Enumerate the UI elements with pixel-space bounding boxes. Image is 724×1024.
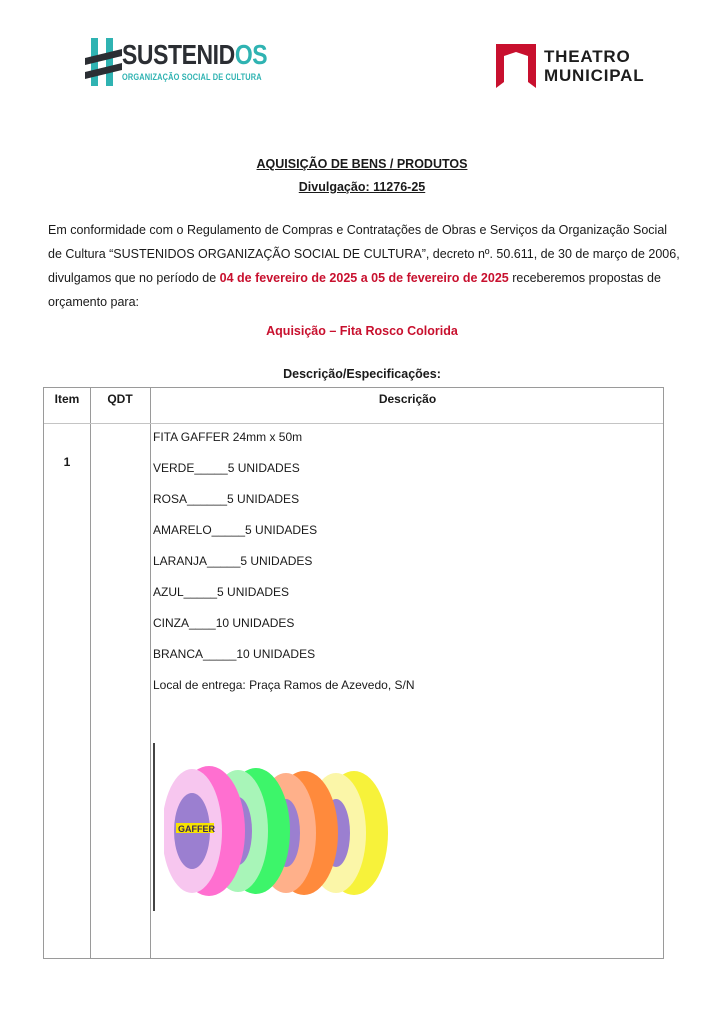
theatro-municipal-logo [496, 44, 666, 90]
delivery-location: Local de entrega: Praça Ramos de Azevedo, S/N [153, 678, 415, 692]
theatro-municipal-name: THEATRO MUNICIPAL [544, 47, 645, 85]
header-qdt: QDT [107, 392, 133, 406]
period-highlight: 04 de fevereiro de 2025 a 05 de fevereiro de 2025 [219, 271, 509, 285]
disclosure-number: Divulgação: 11276-25 [298, 180, 426, 194]
color-quantity: CINZA____10 UNIDADES [153, 616, 295, 630]
header-item: Item [54, 392, 80, 406]
hash-icon [84, 36, 124, 88]
sustenidos-logo [84, 36, 268, 90]
color-quantity: LARANJA_____5 UNIDADES [153, 554, 313, 568]
svg-text:GAFFER: GAFFER [178, 824, 215, 834]
spec-heading: Descrição/Especificações: [283, 367, 441, 381]
item-number: 1 [63, 455, 71, 469]
image-cursor-bar [153, 743, 155, 911]
acquisition-subject: Aquisição – Fita Rosco Colorida [266, 324, 458, 338]
color-quantity: ROSA______5 UNIDADES [153, 492, 300, 506]
color-quantity: AMARELO_____5 UNIDADES [153, 523, 318, 537]
document-title: AQUISIÇÃO DE BENS / PRODUTOS [256, 157, 468, 171]
column-divider [150, 388, 151, 958]
product-name: FITA GAFFER 24mm x 50m [153, 430, 303, 444]
arch-icon [496, 44, 536, 88]
intro-paragraph: Em conformidade com o Regulamento de Compras e Contratações de Obras e Serviços da Organização Social de Cultura “SUSTENIDOS ORGANIZAÇÃO SOCIAL DE CULTURA”, decreto nº. 50.611, de 30 de março de 2006, divulgamos que no período de 04 de fevereiro de 2025 a 05 de fevereiro de 2025 receberemos propostas de orçamento para: [48, 223, 680, 309]
gaffer-tape-image [164, 733, 404, 918]
brand-name: SUSTENIDOS [122, 39, 268, 70]
color-quantity: VERDE_____5 UNIDADES [153, 461, 300, 475]
brand-tagline: ORGANIZAÇÃO SOCIAL DE CULTURA [122, 72, 262, 82]
header-divider [44, 423, 663, 424]
column-divider [90, 388, 91, 958]
spec-table [43, 387, 664, 959]
color-quantity: BRANCA_____10 UNIDADES [153, 647, 316, 661]
color-quantity: AZUL_____5 UNIDADES [153, 585, 290, 599]
item-description [153, 428, 415, 694]
header-description: Descrição [378, 392, 437, 406]
